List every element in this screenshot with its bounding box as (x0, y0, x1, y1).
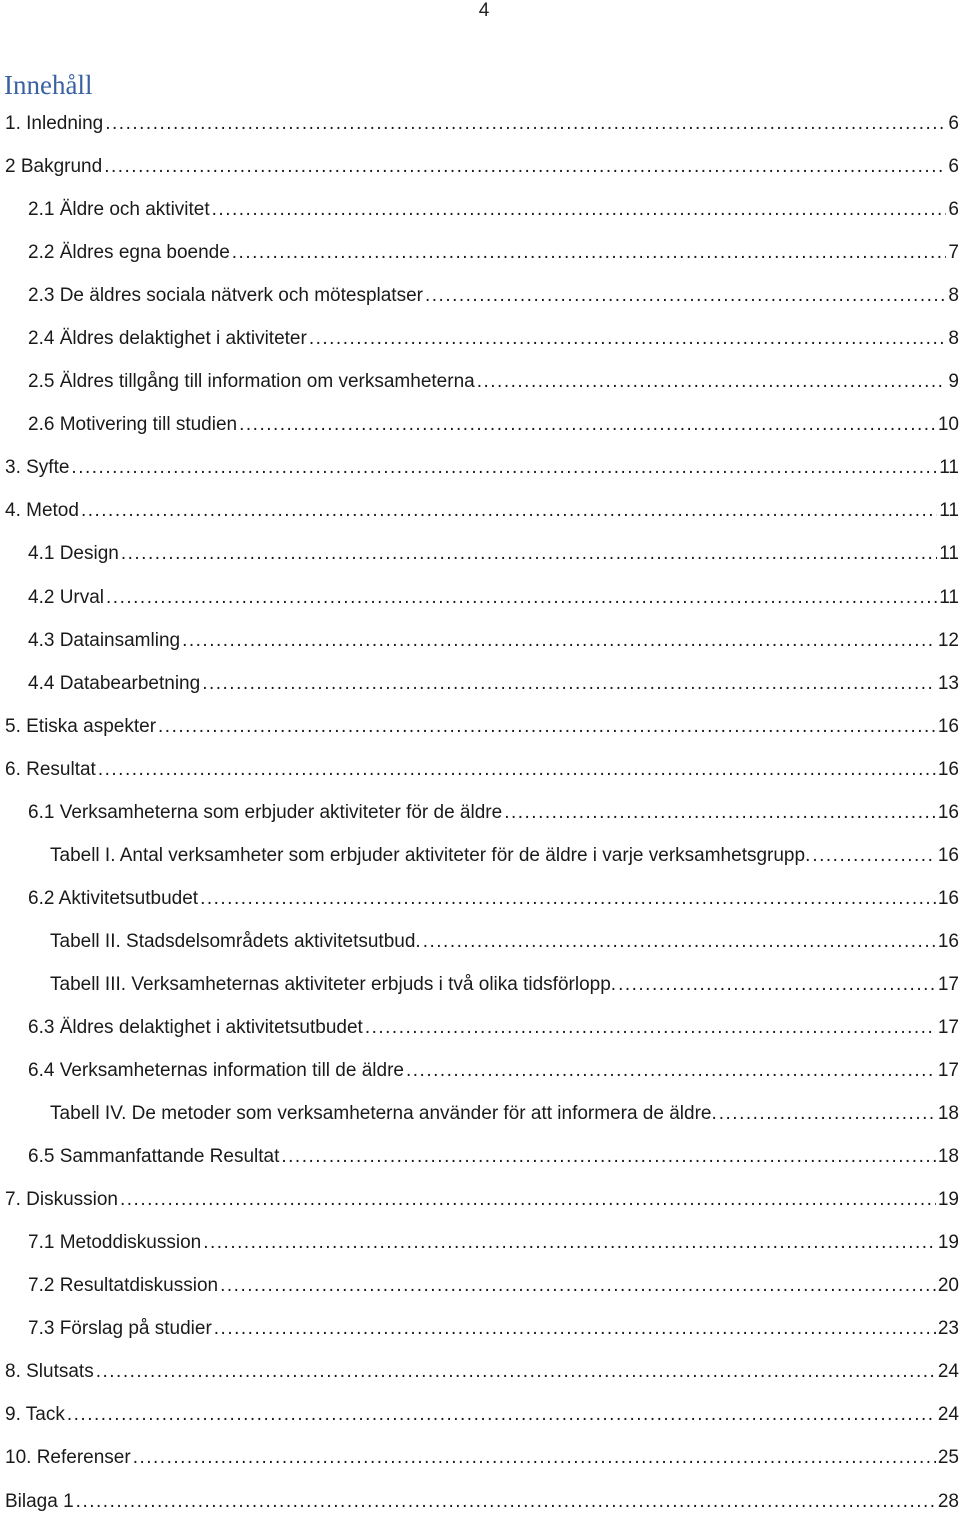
toc-entry-page: 20 (937, 1275, 959, 1297)
toc-entry-label: 4.2 Urval (28, 586, 105, 608)
toc-entry-row (0, 1264, 960, 1307)
toc-entry[interactable] (0, 1178, 960, 1221)
toc-entry-page: 16 (937, 930, 959, 952)
toc-entry-page: 28 (937, 1490, 959, 1512)
toc-entry-page: 12 (937, 629, 959, 651)
toc-entry-row (0, 1135, 960, 1178)
toc-entry-label: 4. Metod (5, 500, 79, 522)
toc-entry-page: 11 (939, 543, 959, 565)
toc-entry-page: 17 (937, 973, 959, 995)
toc-entry[interactable] (0, 102, 960, 145)
dot-leader (477, 360, 947, 403)
toc-entry[interactable] (0, 274, 960, 317)
dot-leader (203, 1221, 936, 1264)
toc-entry-label: 4.1 Design (28, 543, 119, 565)
toc-entry-row (0, 489, 960, 532)
toc-entry[interactable] (0, 705, 960, 748)
toc-entry[interactable] (0, 532, 960, 575)
toc-entry[interactable] (0, 1393, 960, 1436)
toc-entry-row (0, 1092, 960, 1135)
toc-entry-row (0, 317, 960, 360)
toc-entry-page: 11 (939, 457, 959, 479)
dot-leader (202, 662, 936, 705)
toc-entry-page: 16 (937, 715, 959, 737)
toc-entry-row (0, 576, 960, 619)
dot-leader (104, 145, 946, 188)
dot-leader (76, 1480, 936, 1523)
dot-leader (120, 1178, 936, 1221)
toc-entry[interactable] (0, 1221, 960, 1264)
toc-entry-label: 4.4 Databearbetning (28, 672, 201, 694)
toc-entry-page: 16 (937, 801, 959, 823)
toc-entry-row (0, 102, 960, 145)
dot-leader (423, 920, 936, 963)
toc-entry-label: 2.6 Motivering till studien (28, 414, 238, 436)
dot-leader (133, 1436, 936, 1479)
toc-title: Innehåll (4, 70, 93, 100)
toc-entry-page: 6 (948, 199, 959, 221)
toc-entry[interactable] (0, 619, 960, 662)
toc-entry-page: 18 (937, 1146, 959, 1168)
toc-entry[interactable] (0, 1480, 960, 1523)
toc-entry-row (0, 446, 960, 489)
toc-entry-label: 3. Syfte (5, 457, 70, 479)
toc-entry-page: 18 (937, 1103, 959, 1125)
dot-leader (96, 1350, 936, 1393)
toc-entry-label: 7.2 Resultatdiskussion (28, 1275, 219, 1297)
toc-entry[interactable] (0, 231, 960, 274)
toc-entry-label: Bilaga 1 (5, 1490, 74, 1512)
toc-entry-row (0, 877, 960, 920)
toc-entry-row (0, 188, 960, 231)
toc-entry-label: 7.1 Metoddiskussion (28, 1232, 202, 1254)
toc-entry[interactable] (0, 877, 960, 920)
toc-entry-label: 6.4 Verksamheternas information till de äldre (28, 1060, 404, 1082)
toc-entry-page: 23 (937, 1318, 959, 1340)
toc-entry-page: 25 (937, 1447, 959, 1469)
toc-entry-page: 13 (937, 672, 959, 694)
toc-entry-page: 17 (937, 1060, 959, 1082)
toc-entry[interactable] (0, 1436, 960, 1479)
toc-entry-row (0, 748, 960, 791)
toc-entry-page: 19 (937, 1189, 959, 1211)
toc-entry-page: 16 (937, 844, 959, 866)
toc-entry-page: 11 (939, 586, 959, 608)
toc-entry-row (0, 1436, 960, 1479)
dot-leader (81, 489, 937, 532)
toc-entry-row (0, 662, 960, 705)
toc-entry-row (0, 403, 960, 446)
toc-entry-row (0, 1350, 960, 1393)
dot-leader (214, 1307, 936, 1350)
toc-entry-page: 8 (948, 328, 959, 350)
toc-entry-row (0, 834, 960, 877)
toc-entry-row (0, 1178, 960, 1221)
toc-entry-row (0, 920, 960, 963)
dot-leader (158, 705, 936, 748)
toc-entry-page: 9 (948, 371, 959, 393)
toc-entry-page: 24 (937, 1404, 959, 1426)
toc-entry-label: 5. Etiska aspekter (5, 715, 157, 737)
toc-entry-page: 16 (937, 758, 959, 780)
toc-entry[interactable] (0, 145, 960, 188)
dot-leader (220, 1264, 936, 1307)
dot-leader (67, 1393, 936, 1436)
toc-entry-page: 24 (937, 1361, 959, 1383)
toc-entry-row (0, 231, 960, 274)
toc-entry[interactable] (0, 317, 960, 360)
dot-leader (425, 274, 946, 317)
toc-entry-label: 6.3 Äldres delaktighet i aktivitetsutbudet (28, 1016, 363, 1038)
toc-entry-label: 10. Referenser (5, 1447, 131, 1469)
toc-entry-page: 19 (937, 1232, 959, 1254)
dot-leader (406, 1049, 936, 1092)
toc-entry-page: 10 (937, 414, 959, 436)
toc-entry[interactable] (0, 920, 960, 963)
toc-entry[interactable] (0, 446, 960, 489)
dot-leader (365, 1006, 936, 1049)
dot-leader (309, 317, 947, 360)
toc-entry[interactable] (0, 662, 960, 705)
dot-leader (504, 791, 936, 834)
toc-entry-label: 2.5 Äldres tillgång till information om verksamheterna (28, 371, 475, 393)
toc-entry[interactable] (0, 791, 960, 834)
toc-entry-page: 16 (937, 887, 959, 909)
dot-leader (212, 188, 947, 231)
dot-leader (232, 231, 947, 274)
toc-entry-row (0, 963, 960, 1006)
dot-leader (98, 748, 936, 791)
toc-entry-row (0, 1049, 960, 1092)
toc-entry-label: 1. Inledning (5, 113, 104, 134)
page-number: 4 (478, 0, 490, 21)
toc-entry-row (0, 791, 960, 834)
toc-entry-label: Tabell II. Stadsdelsområdets aktivitetsutbud. (50, 930, 421, 952)
toc-entry-page: 6 (948, 113, 959, 134)
toc-entry-label: 6. Resultat (5, 758, 96, 780)
dot-leader (200, 877, 936, 920)
toc-entry-label: 2.3 De äldres sociala nätverk och mötesplatser (28, 285, 423, 307)
toc-entry-label: Tabell I. Antal verksamheter som erbjuder aktiviteter för de äldre i varje verksamhetsgrupp. (50, 844, 811, 866)
toc-entry-row (0, 1393, 960, 1436)
dot-leader (719, 1092, 936, 1135)
dot-leader (121, 532, 937, 575)
toc-entry-row (0, 1307, 960, 1350)
toc-entry-row (0, 274, 960, 317)
toc-entry-label: 2.1 Äldre och aktivitet (28, 199, 210, 221)
toc-entry[interactable] (0, 1350, 960, 1393)
toc-entry-label: 6.1 Verksamheterna som erbjuder aktiviteter för de äldre (28, 801, 503, 823)
toc-entry[interactable] (0, 1092, 960, 1135)
toc-entry-row (0, 360, 960, 403)
dot-leader (106, 576, 937, 619)
dot-leader (182, 619, 936, 662)
table-of-contents (0, 102, 960, 1523)
toc-entry-page: 6 (948, 156, 959, 178)
toc-entry-label: Tabell III. Verksamheternas aktiviteter erbjuds i två olika tidsförlopp. (50, 973, 617, 995)
toc-entry-row (0, 619, 960, 662)
toc-entry-row (0, 1221, 960, 1264)
toc-entry[interactable] (0, 1264, 960, 1307)
toc-entry-label: 9. Tack (5, 1404, 65, 1426)
toc-entry-label: 2 Bakgrund (5, 156, 103, 178)
toc-entry-page: 7 (948, 242, 959, 264)
toc-entry-label: 2.4 Äldres delaktighet i aktiviteter (28, 328, 307, 350)
toc-entry-label: 7.3 Förslag på studier (28, 1318, 212, 1340)
toc-entry[interactable] (0, 1006, 960, 1049)
toc-entry[interactable] (0, 963, 960, 1006)
toc-entry-label: 6.2 Aktivitetsutbudet (28, 887, 199, 909)
toc-entry-label: 4.3 Datainsamling (28, 629, 181, 651)
toc-entry-row (0, 705, 960, 748)
toc-entry[interactable] (0, 1049, 960, 1092)
toc-entry[interactable] (0, 1307, 960, 1350)
toc-entry-row (0, 145, 960, 188)
toc-entry-label: 2.2 Äldres egna boende (28, 242, 230, 264)
dot-leader (618, 963, 936, 1006)
toc-entry-label: Tabell IV. De metoder som verksamheterna använder för att informera de äldre. (50, 1103, 717, 1125)
dot-leader (71, 446, 937, 489)
toc-entry-row (0, 1006, 960, 1049)
toc-entry-label: 8. Slutsats (5, 1361, 94, 1383)
toc-entry-row (0, 532, 960, 575)
toc-entry-page: 11 (939, 500, 959, 522)
toc-entry[interactable] (0, 360, 960, 403)
toc-entry[interactable] (0, 834, 960, 877)
toc-entry-page: 8 (948, 285, 959, 307)
dot-leader (281, 1135, 935, 1178)
toc-entry-page: 17 (937, 1016, 959, 1038)
toc-entry[interactable] (0, 1135, 960, 1178)
toc-entry-row (0, 1480, 960, 1523)
toc-entry[interactable] (0, 576, 960, 619)
toc-entry[interactable] (0, 748, 960, 791)
toc-entry[interactable] (0, 403, 960, 446)
toc-entry-label: 6.5 Sammanfattande Resultat (28, 1146, 280, 1168)
toc-entry[interactable] (0, 489, 960, 532)
toc-entry-label: 7. Diskussion (5, 1189, 118, 1211)
dot-leader (812, 834, 936, 877)
toc-entry[interactable] (0, 188, 960, 231)
dot-leader (105, 102, 946, 145)
dot-leader (239, 403, 936, 446)
